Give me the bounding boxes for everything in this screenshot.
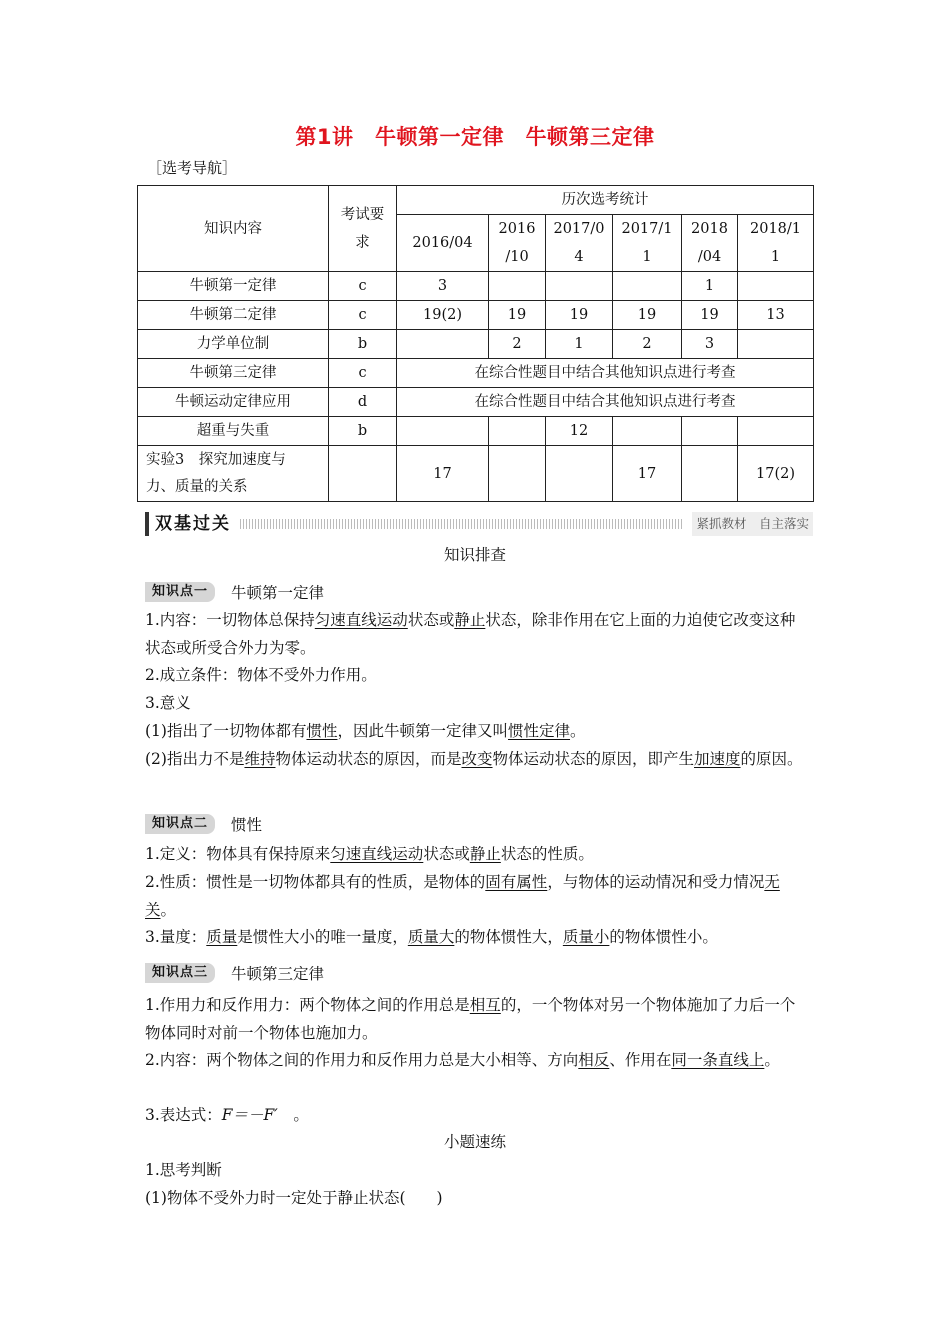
row-value (489, 272, 546, 301)
row-value (397, 417, 489, 446)
row-knowledge: 牛顿第二定律 (138, 301, 329, 330)
section-heading-knowledge: 知识排查 (443, 546, 506, 564)
year-cell: 2018 /04 (682, 215, 738, 272)
row-value: 17 (397, 446, 489, 502)
row-value: 2 (613, 330, 682, 359)
row-requirement (329, 446, 397, 502)
paragraph: 2.成立条件：物体不受外力作用。 (145, 666, 377, 684)
year-cell: 2016 /10 (489, 215, 546, 272)
row-value: 3 (397, 272, 489, 301)
paragraph: 1.作用力和反作用力：两个物体之间的作用总是相互的，一个物体对另一个物体施加了力后一个物体同时对前一个物体也施加力。 (145, 996, 796, 1042)
row-value: 17 (613, 446, 682, 502)
paragraph: 2.性质：惯性是一切物体都具有的性质，是物体的固有属性，与物体的运动情况和受力情况无关。 (145, 873, 780, 919)
row-value (546, 272, 613, 301)
row-value: 19 (489, 301, 546, 330)
row-value: 12 (546, 417, 613, 446)
kp-badge: 知识点一 (145, 582, 215, 602)
paragraph: 3.量度：质量是惯性大小的唯一量度，质量大的物体惯性大，质量小的物体惯性小。 (145, 928, 718, 946)
paragraph: (1)指出了一切物体都有惯性，因此牛顿第一定律又叫惯性定律。 (145, 722, 586, 740)
knowledge-point-3 (145, 963, 324, 983)
knowledge-point-1 (145, 582, 324, 602)
row-value (489, 446, 546, 502)
row-value (546, 446, 613, 502)
table-row (138, 330, 814, 359)
header-knowledge: 知识内容 (138, 186, 329, 272)
section-heading-practice: 小题速练 (443, 1133, 506, 1151)
kp-title: 牛顿第一定律 (231, 584, 325, 602)
row-requirement: b (329, 330, 397, 359)
row-knowledge: 超重与失重 (138, 417, 329, 446)
paragraph: 3.表达式：F＝－F′ 。 (145, 1106, 309, 1124)
year-cell: 2017/0 4 (546, 215, 613, 272)
row-knowledge: 实验3 探究加速度与 力、质量的关系 (138, 446, 329, 502)
paragraph: 3.意义 (145, 694, 191, 712)
banner-bar (240, 519, 683, 529)
row-value: 19 (546, 301, 613, 330)
row-knowledge: 力学单位制 (138, 330, 329, 359)
paragraph: (2)指出力不是维持物体运动状态的原因，而是改变物体运动状态的原因，即产生加速度的原因。 (145, 750, 803, 768)
row-value (738, 330, 814, 359)
exam-guide-label: ［选考导航］ (147, 159, 238, 177)
table-row (138, 359, 814, 388)
row-value (682, 446, 738, 502)
row-value: 19(2) (397, 301, 489, 330)
year-cell: 2016/04 (397, 215, 489, 272)
table-row (138, 388, 814, 417)
row-knowledge: 牛顿第三定律 (138, 359, 329, 388)
row-value: 2 (489, 330, 546, 359)
year-cell: 2017/1 1 (613, 215, 682, 272)
paragraph: 1.思考判断 (145, 1161, 222, 1179)
paragraph: (1)物体不受外力时一定处于静止状态( ) (145, 1189, 443, 1207)
table-row (138, 417, 814, 446)
banner-subtitle: 紧抓教材 自主落实 (692, 512, 813, 536)
row-value: 19 (682, 301, 738, 330)
row-requirement: c (329, 272, 397, 301)
row-requirement: c (329, 301, 397, 330)
row-value: 13 (738, 301, 814, 330)
exam-statistics-table (137, 185, 814, 502)
section-banner (145, 512, 813, 536)
banner-title: 双基过关 (145, 512, 237, 536)
row-knowledge: 牛顿运动定律应用 (138, 388, 329, 417)
row-merged-note: 在综合性题目中结合其他知识点进行考查 (397, 388, 814, 417)
row-value (738, 417, 814, 446)
lecture-title: 第1讲 牛顿第一定律 牛顿第三定律 (295, 125, 655, 149)
row-value (489, 417, 546, 446)
kp-badge: 知识点三 (145, 963, 215, 983)
knowledge-point-2 (145, 814, 262, 834)
table-header-row (138, 186, 814, 215)
row-value: 3 (682, 330, 738, 359)
row-value (397, 330, 489, 359)
paragraph: 2.内容：两个物体之间的作用力和反作用力总是大小相等、方向相反、作用在同一条直线上。 (145, 1051, 780, 1069)
row-requirement: c (329, 359, 397, 388)
kp-title: 牛顿第三定律 (231, 965, 325, 983)
row-value: 19 (613, 301, 682, 330)
paragraph: 1.内容：一切物体总保持匀速直线运动状态或静止状态，除非作用在它上面的力迫使它改变这种状态或所受合外力为零。 (145, 611, 796, 657)
row-merged-note: 在综合性题目中结合其他知识点进行考查 (397, 359, 814, 388)
paragraph: 1.定义：物体具有保持原来匀速直线运动状态或静止状态的性质。 (145, 845, 594, 863)
row-value: 17(2) (738, 446, 814, 502)
row-requirement: b (329, 417, 397, 446)
header-requirement: 考试要 求 (329, 186, 397, 272)
table-row (138, 446, 814, 502)
kp-title: 惯性 (231, 816, 263, 834)
header-statistics: 历次选考统计 (397, 186, 814, 215)
table-row (138, 272, 814, 301)
row-value: 1 (546, 330, 613, 359)
row-value (613, 272, 682, 301)
row-value: 1 (682, 272, 738, 301)
row-requirement: d (329, 388, 397, 417)
row-value (613, 417, 682, 446)
year-cell: 2018/1 1 (738, 215, 814, 272)
table-row (138, 301, 814, 330)
row-knowledge: 牛顿第一定律 (138, 272, 329, 301)
kp-badge: 知识点二 (145, 814, 215, 834)
row-value (738, 272, 814, 301)
row-value (682, 417, 738, 446)
